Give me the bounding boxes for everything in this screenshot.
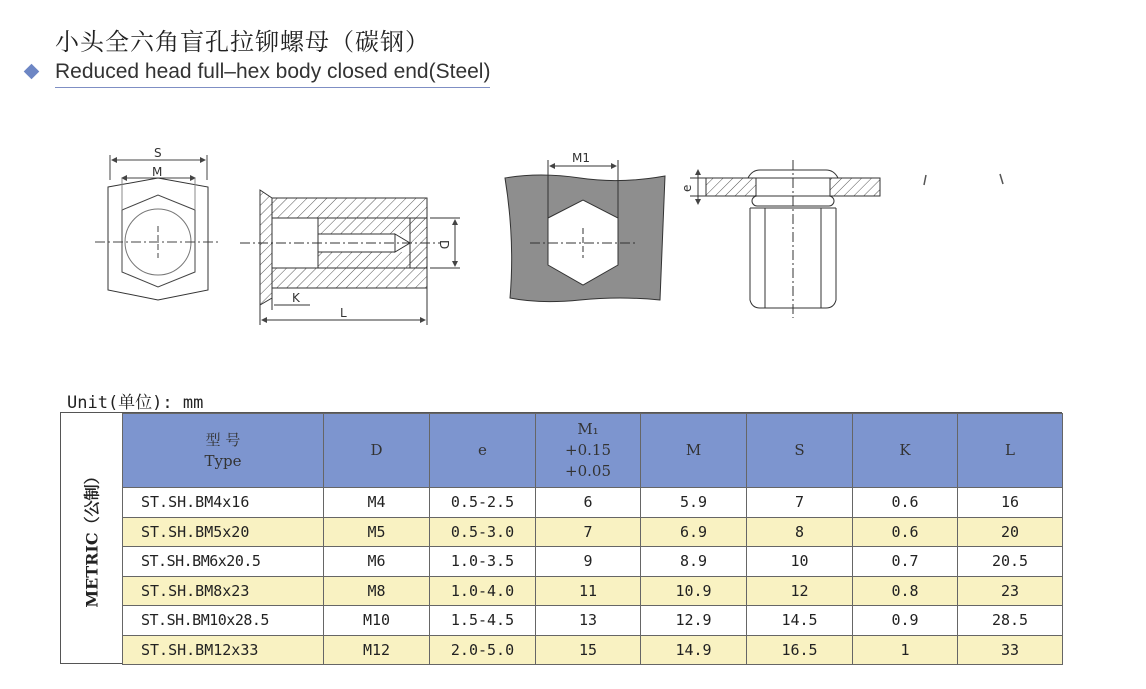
cell-m1: 11: [536, 576, 641, 606]
dim-label-m: M: [152, 165, 163, 179]
header-k: K: [853, 414, 958, 488]
cell-type: ST.SH.BM4x16: [123, 488, 324, 518]
cell-d: M6: [324, 547, 430, 577]
table-row: [123, 576, 1063, 606]
cell-m: 10.9: [641, 576, 747, 606]
cell-e: 1.5-4.5: [430, 606, 536, 636]
cell-l: 33: [958, 635, 1063, 665]
cell-s: 7: [747, 488, 853, 518]
cell-type: ST.SH.BM6x20.5: [123, 547, 324, 577]
cell-k: 0.6: [853, 488, 958, 518]
header-d: D: [324, 414, 430, 488]
faint-artifact-marks: [924, 174, 1003, 185]
cell-d: M10: [324, 606, 430, 636]
cell-d: M5: [324, 517, 430, 547]
spec-table-container: [60, 412, 1062, 664]
side-section-view: [240, 190, 460, 325]
cell-m: 12.9: [641, 606, 747, 636]
dim-label-d: D: [437, 240, 451, 250]
cell-m: 8.9: [641, 547, 747, 577]
header-type: 型 号 Type: [123, 414, 324, 488]
cell-type: ST.SH.BM12x33: [123, 635, 324, 665]
cell-s: 16.5: [747, 635, 853, 665]
cell-l: 28.5: [958, 606, 1063, 636]
panel-hole-view: [505, 160, 665, 302]
cell-type: ST.SH.BM5x20: [123, 517, 324, 547]
header-l: L: [958, 414, 1063, 488]
metric-side-panel: [61, 413, 123, 663]
cell-m1: 13: [536, 606, 641, 636]
cell-k: 0.7: [853, 547, 958, 577]
cell-e: 1.0-3.5: [430, 547, 536, 577]
cell-d: M8: [324, 576, 430, 606]
cell-d: M12: [324, 635, 430, 665]
table-row: [123, 547, 1063, 577]
cell-m1: 9: [536, 547, 641, 577]
cell-k: 0.6: [853, 517, 958, 547]
technical-drawings: [0, 130, 1146, 350]
cell-m1: 15: [536, 635, 641, 665]
page-title: 小头全六角盲孔拉铆螺母（碳钢）: [55, 28, 430, 56]
cell-m1: 7: [536, 517, 641, 547]
dim-label-m1: M1: [572, 151, 590, 165]
cell-k: 1: [853, 635, 958, 665]
dim-label-l: L: [340, 306, 347, 320]
diamond-bullet-icon: [24, 64, 40, 80]
table-row: [123, 517, 1063, 547]
cell-s: 12: [747, 576, 853, 606]
metric-side-label: METRIC（公制）: [82, 468, 102, 608]
table-row: [123, 488, 1063, 518]
header-s: S: [747, 414, 853, 488]
dim-label-k: K: [292, 291, 300, 305]
cell-m: 5.9: [641, 488, 747, 518]
cell-e: 1.0-4.0: [430, 576, 536, 606]
dim-label-e: e: [680, 184, 694, 192]
page-subtitle: Reduced head full–hex body closed end(Steel): [55, 60, 490, 88]
cell-s: 14.5: [747, 606, 853, 636]
cell-k: 0.9: [853, 606, 958, 636]
cell-m: 6.9: [641, 517, 747, 547]
cell-e: 0.5-3.0: [430, 517, 536, 547]
header-m1: M₁ +0.15 +0.05: [536, 414, 641, 488]
cell-s: 8: [747, 517, 853, 547]
table-row: [123, 606, 1063, 636]
spec-table: [122, 413, 1063, 665]
cell-e: 2.0-5.0: [430, 635, 536, 665]
table-header-row: [123, 414, 1063, 488]
cell-k: 0.8: [853, 576, 958, 606]
cell-d: M4: [324, 488, 430, 518]
cell-l: 16: [958, 488, 1063, 518]
cell-l: 23: [958, 576, 1063, 606]
cell-e: 0.5-2.5: [430, 488, 536, 518]
cell-l: 20.5: [958, 547, 1063, 577]
cell-s: 10: [747, 547, 853, 577]
cell-m1: 6: [536, 488, 641, 518]
cell-l: 20: [958, 517, 1063, 547]
installed-view: [690, 160, 880, 318]
cell-m: 14.9: [641, 635, 747, 665]
unit-label: Unit(单位): mm: [67, 393, 204, 413]
dim-label-s: S: [154, 146, 162, 160]
header-e: e: [430, 414, 536, 488]
cell-type: ST.SH.BM8x23: [123, 576, 324, 606]
table-row: [123, 635, 1063, 665]
cell-type: ST.SH.BM10x28.5: [123, 606, 324, 636]
header-m: M: [641, 414, 747, 488]
